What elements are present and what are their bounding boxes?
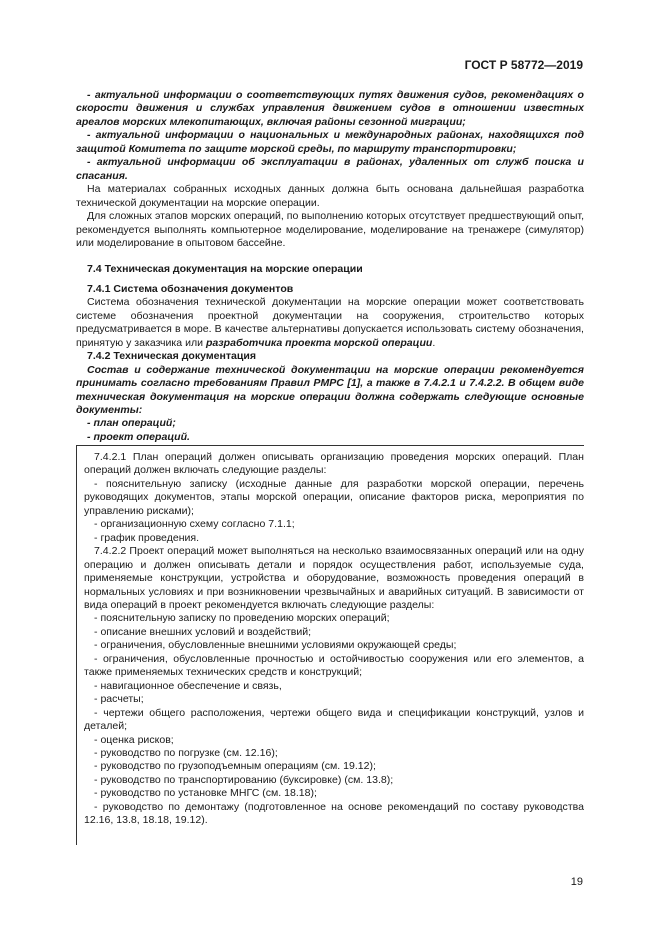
paragraph-end: .	[432, 336, 436, 349]
paragraph-emphasis: разработчика проекта морской операции	[205, 336, 433, 349]
list-item: - ограничения, обусловленные прочностью и остойчивостью сооружения или его элементов, а также применяемых технических средств и конструкций;	[84, 652, 584, 679]
list-item: - ограничения, обусловленные внешними условиями окружающей среды;	[94, 639, 457, 652]
list-item: - оценка рисков;	[94, 733, 174, 746]
section-title-7-4: 7.4 Техническая документация на морские операции	[87, 263, 363, 276]
paragraph-7-4-2: Состав и содержание технической документации на морские операции рекомендуется принимать согласно требованиям Правил РМРС [1], а также в 7.4.2.1 и 7.4.2.2. В общем виде техническая документация на морские операции должна содержать следующие основные документы:	[76, 363, 584, 416]
list-item: - пояснительную записку (исходные данные для разработки морской операции, перечень руководящих документов, этапы морской операции, описание факторов риска, мероприятия по управлению рисками);	[84, 477, 584, 517]
boxed-section	[76, 445, 584, 845]
paragraph: На материалах собранных исходных данных должна быть основана дальнейшая разработка технической документации на морские операции.	[76, 183, 584, 209]
page-number: 19	[570, 876, 583, 888]
document-id: ГОСТ Р 58772—2019	[464, 58, 583, 72]
paragraph-7-4-1	[76, 296, 584, 350]
paragraph-7-4-2-2: 7.4.2.2 Проект операций может выполняться на несколько взаимосвязанных операций или на одну операцию и должен описывать детали и порядок осуществления работ, используемые суда, применяемые конструкции, устройства и оборудование, возможность проведения операций в нормальных условиях и при возникновении чрезвычайных и аварийных ситуаций. В зависимости от вида операций в проект рекомендуется включать следующие разделы:	[84, 545, 584, 611]
list-item: - актуальной информации об эксплуатации в районах, удаленных от служб поиска и спасания.	[76, 156, 584, 182]
list-item: - чертежи общего расположения, чертежи общего вида и спецификации конструкций, узлов и деталей;	[84, 706, 584, 733]
list-item: - руководство по установке МНГС (см. 18.18);	[94, 787, 317, 800]
list-item: - организационную схему согласно 7.1.1;	[94, 518, 295, 531]
section-title-7-4-1: 7.4.1 Система обозначения документов	[87, 282, 294, 295]
paragraph-7-4-2-1: 7.4.2.1 План операций должен описывать организацию проведения морских операций. План операций должен включать следующие разделы:	[84, 451, 584, 477]
list-item: - актуальной информации о национальных и международных районах, находящихся под защитой Комитета по защите морской среды, по маршруту транспортировки;	[76, 129, 584, 155]
main-content	[76, 89, 584, 444]
paragraph-text: Система обозначения технической документации на морские операции может соответствовать системе обозначения проектной документации на сооружения, строительство которых предусматривается в море. В качестве альтернативы допускается использовать систему обозначения, принятую у заказчика или	[76, 296, 584, 349]
list-item: - расчеты;	[94, 693, 144, 706]
list-item: - актуальной информации о соответствующих путях движения судов, рекомендациях о скорости движения и службах управления движением судов в отношении известных ареалов морских млекопитающих, включая районы сезонной миграции;	[76, 89, 584, 128]
list-item: - график проведения.	[94, 531, 200, 544]
list-item: - руководство по демонтажу (подготовленное на основе рекомендаций по составу руководства 12.16, 13.8, 18.18, 19.12).	[84, 800, 584, 827]
list-item: - навигационное обеспечение и связь,	[94, 679, 282, 692]
list-item: - пояснительную записку по проведению морских операций;	[94, 612, 390, 625]
list-item: - руководство по погрузке (см. 12.16);	[94, 746, 278, 759]
list-item: - руководство по грузоподъемным операциям (см. 19.12);	[94, 760, 376, 773]
list-item: - план операций;	[87, 417, 176, 430]
paragraph: Для сложных этапов морских операций, по выполнению которых отсутствует предшествующий опыт, рекомендуется выполнять компьютерное моделирование, моделирование на тренажере (симулятор) или моделирование в опытовом бассейне.	[76, 210, 584, 249]
list-item: - проект операций.	[87, 430, 190, 443]
list-item: - описание внешних условий и воздействий;	[94, 625, 312, 638]
section-title-7-4-2: 7.4.2 Техническая документация	[87, 350, 257, 363]
list-item: - руководство по транспортированию (буксировке) (см. 13.8);	[94, 773, 394, 786]
